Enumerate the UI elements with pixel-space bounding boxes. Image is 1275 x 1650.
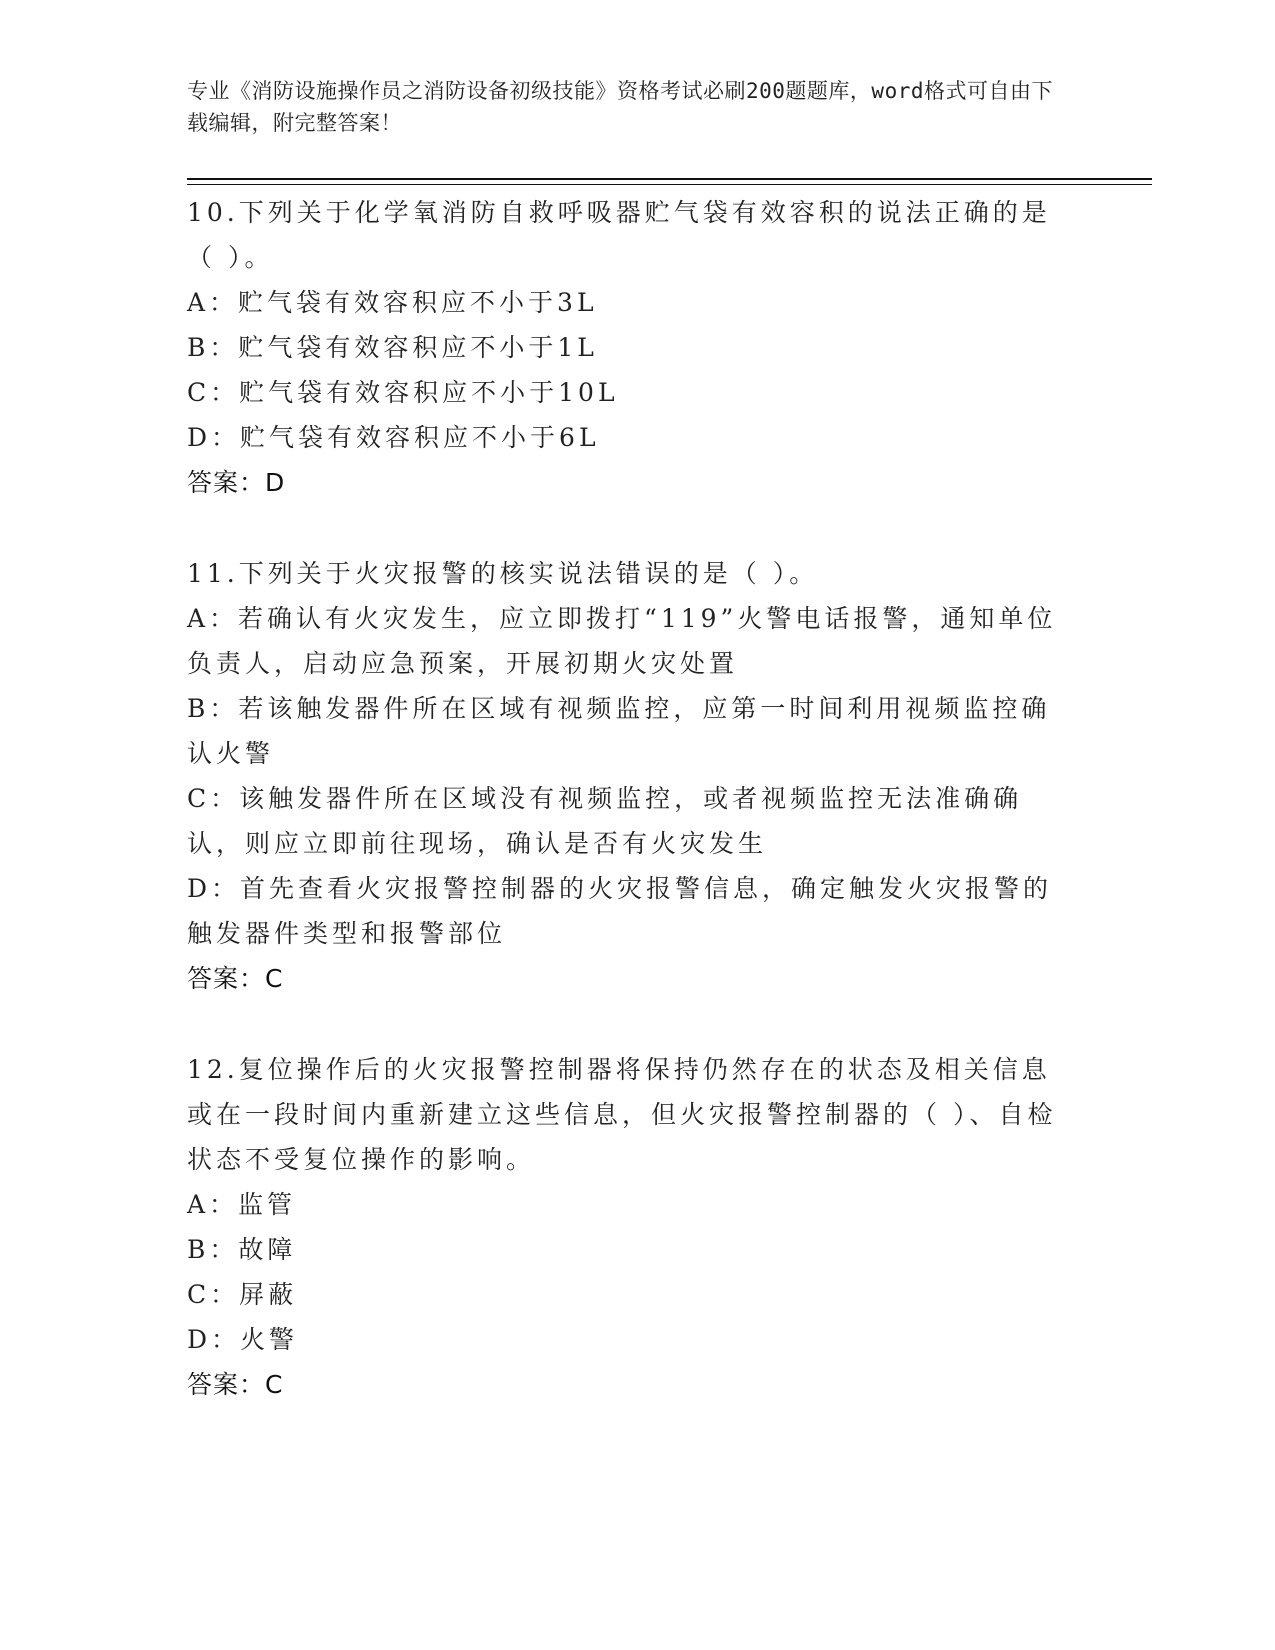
option-d: D：首先查看火灾报警控制器的火灾报警信息，确定触发火灾报警的触发器件类型和报警部位	[187, 874, 1053, 948]
option-d: D：火警	[187, 1325, 299, 1354]
question-12	[187, 1047, 1077, 1407]
option-b: B：贮气袋有效容积应不小于1L	[187, 333, 598, 362]
option-c: C：屏蔽	[187, 1280, 298, 1309]
header-divider-thick	[187, 178, 1152, 180]
option-d: D：贮气袋有效容积应不小于6L	[187, 423, 600, 452]
option-c: C：该触发器件所在区域没有视频监控，或者视频监控无法准确确认，则应立即前往现场，确认是否有火灾发生	[187, 784, 1023, 858]
question-spacer	[187, 505, 1077, 551]
question-spacer	[187, 1001, 1077, 1047]
option-c: C：贮气袋有效容积应不小于10L	[187, 378, 619, 407]
document-header: 专业《消防设施操作员之消防设备初级技能》资格考试必刷200题题库，word格式可自由下载编辑，附完整答案！	[187, 79, 1053, 135]
question-10	[187, 190, 1077, 505]
option-b: B：若该触发器件所在区域有视频监控，应第一时间利用视频监控确认火警	[187, 694, 1051, 768]
question-stem: 10.下列关于化学氧消防自救呼吸器贮气袋有效容积的说法正确的是（ ）。	[187, 198, 1051, 272]
question-11	[187, 551, 1077, 1001]
question-stem: 11.下列关于火灾报警的核实说法错误的是（ ）。	[187, 559, 819, 588]
option-a: A：贮气袋有效容积应不小于3L	[187, 288, 598, 317]
option-b: B：故障	[187, 1235, 297, 1264]
answer-label: 答案：C	[187, 1370, 284, 1399]
answer-label: 答案：C	[187, 964, 284, 993]
option-a: A：若确认有火灾发生，应立即拨打“119”火警电话报警，通知单位负责人，启动应急预案，开展初期火灾处置	[187, 604, 1057, 678]
answer-label: 答案：D	[187, 468, 286, 497]
option-a: A：监管	[187, 1190, 297, 1219]
question-stem: 12.复位操作后的火灾报警控制器将保持仍然存在的状态及相关信息或在一段时间内重新建立这些信息，但火灾报警控制器的（ ）、自检状态不受复位操作的影响。	[187, 1055, 1057, 1174]
question-list	[187, 190, 1077, 1407]
header-divider-thin	[187, 184, 1152, 185]
